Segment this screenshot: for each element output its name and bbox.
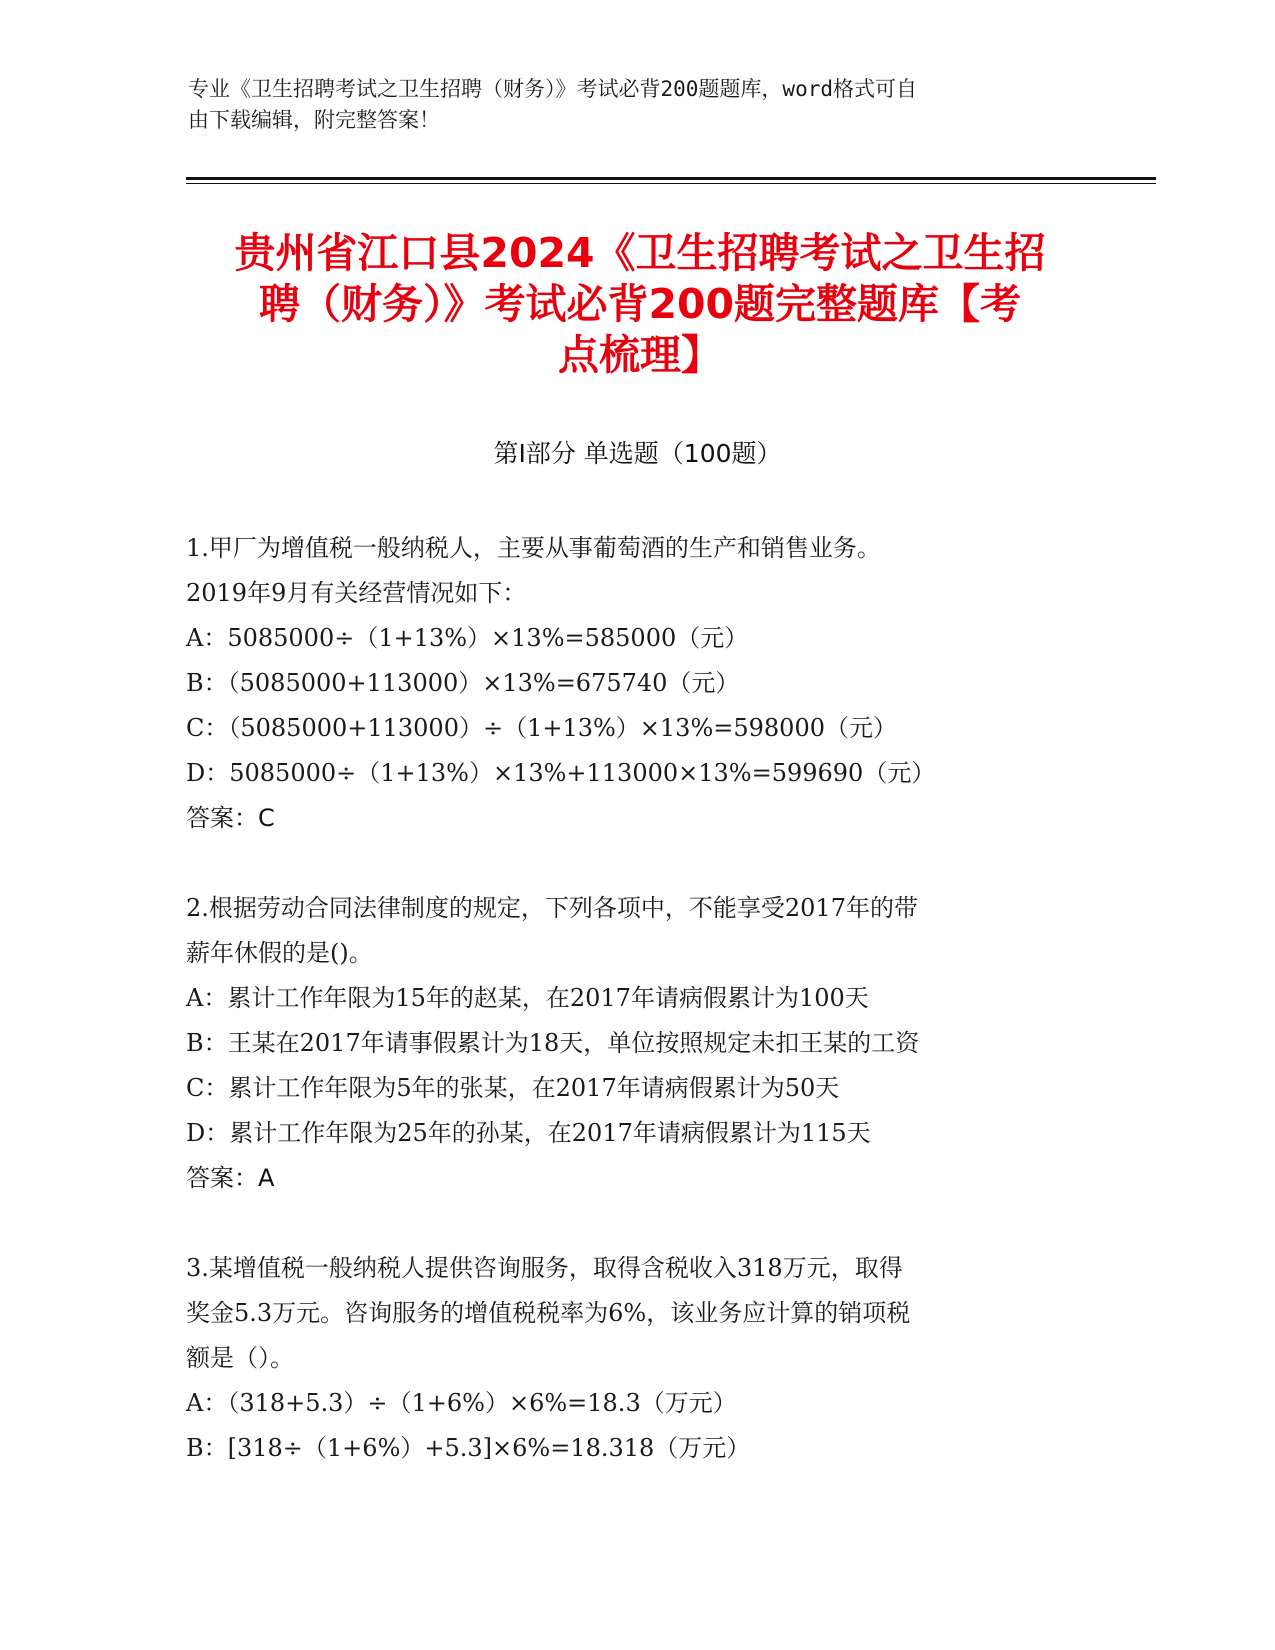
question-2	[186, 886, 1086, 1201]
intro-line-1: 专业《卫生招聘考试之卫生招聘（财务）》考试必背200题题库，word格式可自	[188, 77, 917, 101]
document-title	[160, 228, 1120, 381]
option-c: C：（5085000+113000）÷（1+13%）×13%=598000（元）	[186, 714, 897, 742]
question-stem-line: 1.甲厂为增值税一般纳税人，主要从事葡萄酒的生产和销售业务。	[186, 534, 881, 562]
intro-line-2: 由下载编辑，附完整答案！	[188, 108, 440, 132]
question-list	[186, 526, 1086, 1516]
option-d: D：5085000÷（1+13%）×13%+113000×13%=599690（元）	[186, 759, 936, 787]
title-line-1: 贵州省江口县2024《卫生招聘考试之卫生招	[234, 229, 1046, 277]
option-b: B：[318÷（1+6%）+5.3]×6%=18.318（万元）	[186, 1434, 751, 1462]
option-a: A：（318+5.3）÷（1+6%）×6%=18.3（万元）	[186, 1389, 737, 1417]
header-divider-thin	[186, 183, 1156, 184]
title-line-2: 聘（财务）》考试必背200题完整题库【考	[258, 280, 1022, 328]
title-line-3: 点梳理】	[558, 331, 722, 379]
question-stem-line: 2.根据劳动合同法律制度的规定，下列各项中，不能享受2017年的带	[186, 894, 918, 922]
question-stem-line: 2019年9月有关经营情况如下：	[186, 579, 527, 607]
question-3	[186, 1246, 1086, 1471]
option-c: C：累计工作年限为5年的张某，在2017年请病假累计为50天	[186, 1074, 840, 1102]
question-stem-line: 薪年休假的是()。	[186, 939, 373, 967]
option-b: B：（5085000+113000）×13%=675740（元）	[186, 669, 740, 697]
option-a: A：累计工作年限为15年的赵某，在2017年请病假累计为100天	[186, 984, 869, 1012]
question-stem-line: 额是（）。	[186, 1344, 294, 1372]
intro-text	[188, 74, 1088, 136]
option-a: A：5085000÷（1+13%）×13%=585000（元）	[186, 624, 749, 652]
answer-text: 答案：C	[186, 804, 275, 832]
option-d: D：累计工作年限为25年的孙某，在2017年请病假累计为115天	[186, 1119, 871, 1147]
section-heading: 第I部分 单选题（100题）	[493, 439, 782, 468]
question-stem-line: 3.某增值税一般纳税人提供咨询服务，取得含税收入318万元，取得	[186, 1254, 903, 1282]
header-divider-thick	[186, 177, 1156, 180]
option-b: B：王某在2017年请事假累计为18天，单位按照规定未扣王某的工资	[186, 1029, 920, 1057]
question-1	[186, 526, 1086, 841]
answer-text: 答案：A	[186, 1164, 275, 1192]
question-stem-line: 奖金5.3万元。咨询服务的增值税税率为6%，该业务应计算的销项税	[186, 1299, 911, 1327]
